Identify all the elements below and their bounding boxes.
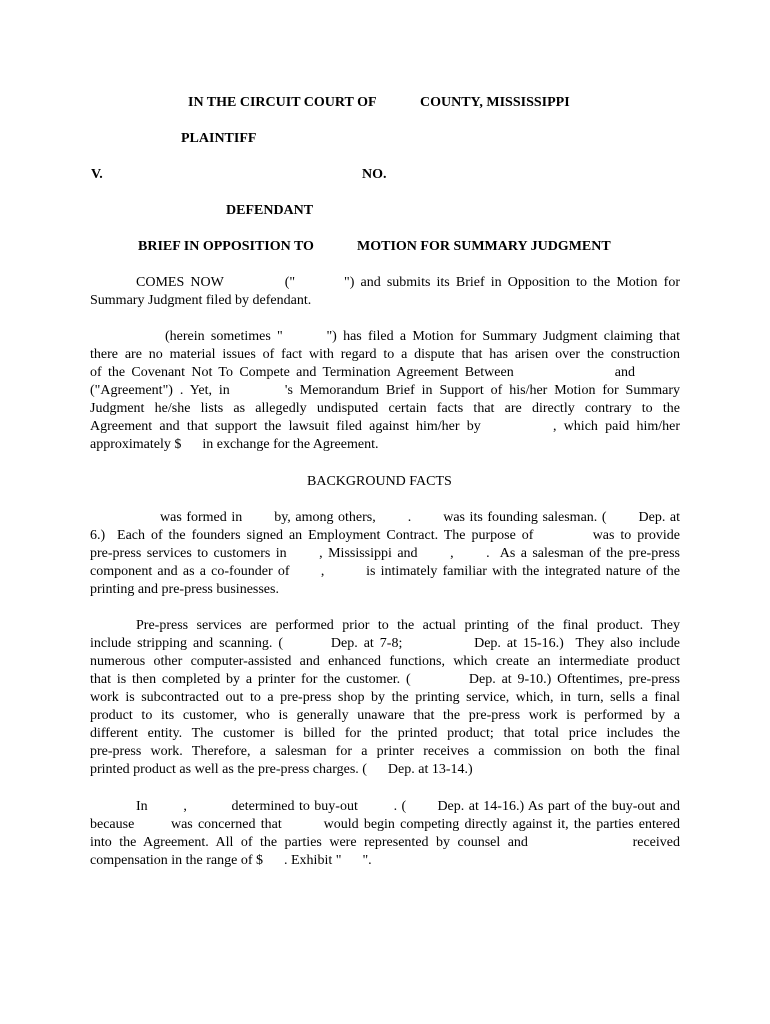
text-line: In , determined to buy-out . ( Dep. at 14-16.) As part of the buy-out and [136,799,680,814]
text-line: include stripping and scanning. ( Dep. at 7-8; Dep. at 15-16.) They also include [90,636,680,651]
paragraph-comes-now [90,274,680,310]
paragraph-background [90,509,680,599]
text-line: COMES NOW (" ") and submits its Brief in Opposition to the Motion for [136,275,680,290]
brief-title-left: BRIEF IN OPPOSITION TO [138,239,314,254]
text-line: 6.) Each of the founders signed an Employment Contract. The purpose of was to provide [90,528,680,543]
text-line: component and as a co-founder of , is intimately familiar with the integrated nature of the [90,564,680,579]
text-line: pre-press services to customers in , Mississippi and , . As a salesman of the pre-press [90,546,680,561]
text-line: that is then completed by a printer for the customer. ( Dep. at 9-10.) Oftentimes, pre-press [90,672,680,687]
text-line: compensation in the range of $ . Exhibit " ". [90,853,372,868]
text-line: (herein sometimes " ") has filed a Motion for Summary Judgment claiming that [165,329,680,344]
text-line: Pre-press services are performed prior to the actual printing of the final product. They [136,618,680,633]
text-line: was formed in by, among others, . was its founding salesman. ( Dep. at [160,510,680,525]
text-line: approximately $ in exchange for the Agreement. [90,437,379,452]
section-heading-background-facts: BACKGROUND FACTS [307,474,452,489]
text-line: because was concerned that would begin competing directly against it, the parties entered [90,817,680,832]
paragraph-pre-press [90,617,680,779]
text-line: there are no material issues of fact with regard to a dispute that has arisen over the construction [90,347,680,362]
text-line: Judgment he/she lists as allegedly undisputed certain facts that are directly contrary to the [90,401,680,416]
paragraph-motion-summary [90,328,680,454]
text-line: of the Covenant Not To Compete and Termination Agreement Between and [90,365,635,380]
text-line: into the Agreement. All of the parties were represented by counsel and received [90,835,680,850]
court-title-left: IN THE CIRCUIT COURT OF [188,95,377,110]
brief-title-right: MOTION FOR SUMMARY JUDGMENT [357,239,611,254]
defendant-label: DEFENDANT [226,203,314,218]
text-line: Summary Judgment filed by defendant. [90,293,312,308]
plaintiff-label: PLAINTIFF [181,131,257,146]
versus-label: V. [91,167,103,182]
text-line: product to its customer, who is generally unaware that the pre-press work is performed by a [90,708,680,723]
court-title-right: COUNTY, MISSISSIPPI [420,95,570,110]
text-line: pre-press work. Therefore, a salesman for a printer receives a commission on both the final [90,744,680,759]
text-line: ("Agreement") . Yet, in 's Memorandum Brief in Support of his/her Motion for Summary [90,383,680,398]
text-line: different entity. The customer is billed for the printed product; that total price includes the [90,726,680,741]
text-line: printed product as well as the pre-press charges. ( Dep. at 13-14.) [90,762,473,777]
text-line: Agreement and that support the lawsuit filed against him/her by , which paid him/her [90,419,680,434]
paragraph-buy-out [90,798,680,870]
case-number-label: NO. [362,167,387,182]
text-line: work is subcontracted out to a pre-press shop by the printing service, which, in turn, sells a final [90,690,680,705]
text-line: numerous other computer-assisted and enhanced functions, which create an intermediate product [90,654,680,669]
text-line: printing and pre-press businesses. [90,582,279,597]
